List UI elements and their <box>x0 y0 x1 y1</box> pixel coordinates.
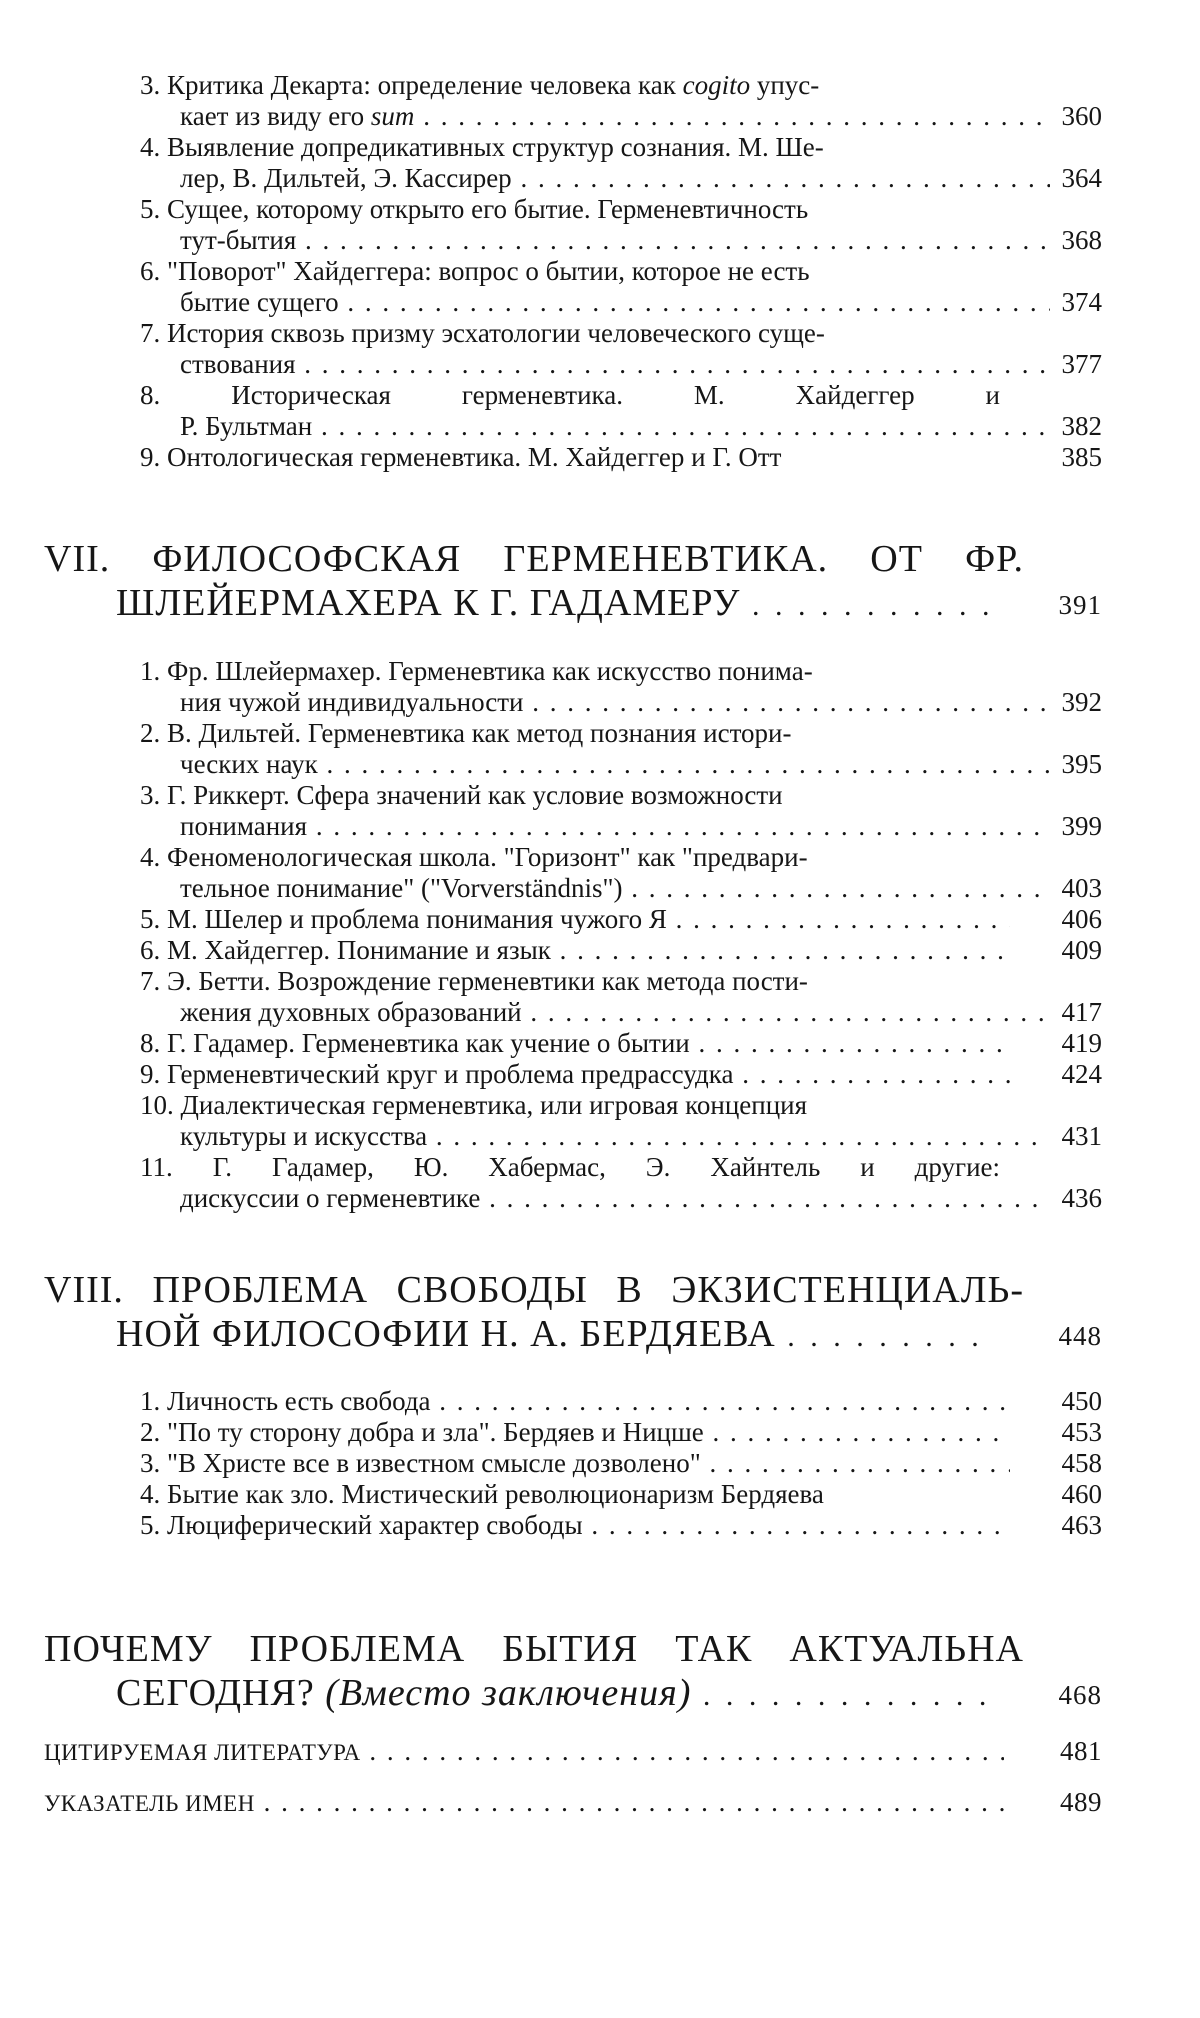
entry-number: 9. <box>140 1059 161 1089</box>
entry-number: 10. <box>140 1090 174 1120</box>
entry-title-line1: "Поворот" Хайдеггера: вопрос о бытии, которое не есть <box>167 256 810 286</box>
toc-entry-8-1 <box>140 1386 1102 1417</box>
page-number: 463 <box>1061 1510 1102 1540</box>
chapter-title-line2: ШЛЕЙЕРМАХЕРА К Г. ГАДАМЕРУ . . . <box>116 581 996 625</box>
page-number: 458 <box>1061 1448 1102 1478</box>
entry-title-line2: лер, В. Дильтей, Э. Кассирер . . . <box>180 163 1050 194</box>
entry-title-line1: Бытие как зло. Мистический революционаризм Бердяева <box>167 1479 824 1509</box>
entry-title-line1: Сущее, которому открыто его бытие. Герменевтичность <box>167 194 809 224</box>
entry-number: 6. <box>140 935 161 965</box>
entry-title-line1: "В Христе все в известном смысле дозволено" <box>167 1448 701 1478</box>
toc-entry-7-7 <box>140 966 1102 1028</box>
conclusion-title-line1: ПОЧЕМУ ПРОБЛЕМА БЫТИЯ ТАК АКТУАЛЬНА <box>44 1628 1024 1670</box>
page-number: 392 <box>1061 687 1102 717</box>
page-number: 448 <box>1058 1321 1102 1351</box>
entry-title-line1: М. Шелер и проблема понимания чужого Я <box>167 904 667 934</box>
entry-title-line2: кает из виду его <box>180 101 365 131</box>
entry-number: 5. <box>140 1510 161 1540</box>
entry-title-line2: понимания . . . <box>180 811 1050 842</box>
entry-title-line1: Люциферический характер свободы <box>167 1510 583 1540</box>
page-number: 377 <box>1061 349 1102 379</box>
page-number: 453 <box>1061 1417 1102 1447</box>
page-number: 409 <box>1061 935 1102 965</box>
entry-title-line2: жения духовных образований . . . <box>180 997 1050 1028</box>
entry-title-line2: ствования . . . <box>180 349 1050 380</box>
entry-number: 2. <box>140 718 161 748</box>
page-number: 460 <box>1061 1479 1102 1509</box>
entry-title-line2: Р. Бультман . . . <box>180 411 1050 442</box>
entry-title-line1: Феноменологическая школа. "Горизонт" как "предвари- <box>167 842 808 872</box>
entry-number: 1. <box>140 1386 161 1416</box>
entry-title-line1: Г. Гадамер. Герменевтика как учение о бытии <box>167 1028 690 1058</box>
entry-title-line1: Онтологическая герменевтика. М. Хайдеггер и Г. Отт <box>167 442 782 472</box>
entry-title-line1: Э. Бетти. Возрождение герменевтики как метода пости- <box>167 966 808 996</box>
entry-title-line2: ческих наук . . . <box>180 749 1050 780</box>
entry-title-line1: Г. Риккерт. Сфера значений как условие возможности <box>167 780 783 810</box>
page-number: 395 <box>1061 749 1102 779</box>
conclusion-heading <box>44 1627 1102 1715</box>
entry-number: 3. <box>140 70 161 100</box>
toc-entry-6-3 <box>140 70 1102 132</box>
toc-entry-8-2 <box>140 1417 1102 1448</box>
entry-number: 4. <box>140 132 161 162</box>
toc-literature <box>44 1736 1102 1767</box>
page-number: 489 <box>1060 1787 1102 1817</box>
page-number: 419 <box>1061 1028 1102 1058</box>
page-number: 399 <box>1061 811 1102 841</box>
toc-entry-7-6 <box>140 935 1102 966</box>
entry-title-line2: тельное понимание" ("Vorverständnis") . . . <box>180 873 1050 904</box>
page-number: 436 <box>1061 1183 1102 1213</box>
entry-title-line2: тут-бытия . . . <box>180 225 1050 256</box>
toc-entry-7-10 <box>140 1090 1102 1152</box>
chapter-title-line1: VIII. ПРОБЛЕМА СВОБОДЫ В ЭКЗИСТЕНЦИАЛЬ- <box>44 1269 1024 1311</box>
entry-italic-term: cogito <box>682 70 751 100</box>
entry-number: 2. <box>140 1417 161 1447</box>
toc-entry-8-3 <box>140 1448 1102 1479</box>
entry-number: 4. <box>140 1479 161 1509</box>
toc-entry-7-5 <box>140 904 1102 935</box>
toc-entry-8-5 <box>140 1510 1102 1541</box>
entry-number: 7. <box>140 966 161 996</box>
entry-number: 8. <box>140 1028 161 1058</box>
entry-title-line2: бытие сущего . . . <box>180 287 1050 318</box>
entry-title-line2: дискуссии о герменевтике . . . <box>180 1183 1050 1214</box>
entry-title-line1: "По ту сторону добра и зла". Бердяев и Ницше <box>167 1417 704 1447</box>
entry-title-line1: Диалектическая герменевтика, или игровая концепция <box>180 1090 808 1120</box>
entry-title-line1-end: упус- <box>756 70 820 100</box>
page-number: 364 <box>1061 163 1102 193</box>
entry-title-line2: культуры и искусства . . . <box>180 1121 1050 1152</box>
toc-name-index <box>44 1787 1102 1818</box>
page-number: 431 <box>1061 1121 1102 1151</box>
literature-label: ЦИТИРУЕМАЯ ЛИТЕРАТУРА . . . <box>44 1736 1004 1767</box>
toc-entry-7-1 <box>140 656 1102 718</box>
page-number: 391 <box>1058 590 1102 620</box>
toc-entry-8-4 <box>140 1479 1102 1510</box>
toc-entry-6-4 <box>140 132 1102 194</box>
toc-entry-7-8 <box>140 1028 1102 1059</box>
toc-entry-6-9 <box>140 442 1102 473</box>
entry-title-line1: Критика Декарта: определение человека как <box>167 70 676 100</box>
chapter-heading-8 <box>44 1268 1102 1356</box>
entry-number: 1. <box>140 656 161 686</box>
entry-title-line1: М. Хайдеггер. Понимание и язык <box>167 935 551 965</box>
page-number: 360 <box>1061 101 1102 131</box>
page-number: 450 <box>1061 1386 1102 1416</box>
page-number: 385 <box>1061 442 1102 472</box>
entry-italic-term: sum <box>370 101 415 131</box>
page-number: 481 <box>1060 1736 1102 1766</box>
entry-number: 11. <box>140 1152 173 1182</box>
toc-entry-7-3 <box>140 780 1102 842</box>
toc-entry-7-4 <box>140 842 1102 904</box>
page-number: 374 <box>1061 287 1102 317</box>
entry-number: 3. <box>140 1448 161 1478</box>
entry-number: 3. <box>140 780 161 810</box>
toc-entry-7-9 <box>140 1059 1102 1090</box>
page-number: 406 <box>1061 904 1102 934</box>
page-number: 368 <box>1061 225 1102 255</box>
chapter-heading-7 <box>44 537 1102 625</box>
toc-entry-6-8 <box>140 380 1102 442</box>
entry-title-line1: Г. Гадамер, Ю. Хабермас, Э. Хайнтель и другие: <box>212 1152 1000 1182</box>
entry-number: 5. <box>140 194 161 224</box>
toc-entry-7-11 <box>140 1152 1102 1214</box>
entry-title-line1: Личность есть свобода <box>167 1386 431 1416</box>
conclusion-subtitle: (Вместо заключения) <box>325 1672 692 1714</box>
entry-number: 7. <box>140 318 161 348</box>
entry-number: 8. <box>140 380 161 410</box>
conclusion-title-line2: СЕГОДНЯ? <box>116 1672 315 1714</box>
entry-number: 5. <box>140 904 161 934</box>
entry-title-line1: В. Дильтей. Герменевтика как метод познания истори- <box>167 718 792 748</box>
page-number: 403 <box>1061 873 1102 903</box>
toc-entry-7-2 <box>140 718 1102 780</box>
entry-title-line1: Герменевтический круг и проблема предрассудка <box>167 1059 734 1089</box>
entry-title-line1: Фр. Шлейермахер. Герменевтика как искусство понима- <box>167 656 813 686</box>
chapter-title-line2: НОЙ ФИЛОСОФИИ Н. А. БЕРДЯЕВА . . . <box>116 1312 996 1356</box>
entry-title-line2: ния чужой индивидуальности . . . <box>180 687 1050 718</box>
page-number: 424 <box>1061 1059 1102 1089</box>
entry-title-line1: Выявление допредикативных структур сознания. М. Ше- <box>167 132 824 162</box>
entry-number: 4. <box>140 842 161 872</box>
entry-title-line1: История сквозь призму эсхатологии человеческого суще- <box>167 318 825 348</box>
entry-number: 9. <box>140 442 161 472</box>
page-number: 468 <box>1058 1680 1102 1710</box>
toc-entry-6-7 <box>140 318 1102 380</box>
chapter-title-line1: VII. ФИЛОСОФСКАЯ ГЕРМЕНЕВТИКА. ОТ ФР. <box>44 538 1024 580</box>
page-number: 382 <box>1061 411 1102 441</box>
entry-title-line1: Историческая герменевтика. М. Хайдеггер и <box>231 380 1000 410</box>
entry-number: 6. <box>140 256 161 286</box>
toc-entry-6-5 <box>140 194 1102 256</box>
name-index-label: УКАЗАТЕЛЬ ИМЕН . . . <box>44 1787 1004 1818</box>
page-number: 417 <box>1061 997 1102 1027</box>
toc-entry-6-6 <box>140 256 1102 318</box>
